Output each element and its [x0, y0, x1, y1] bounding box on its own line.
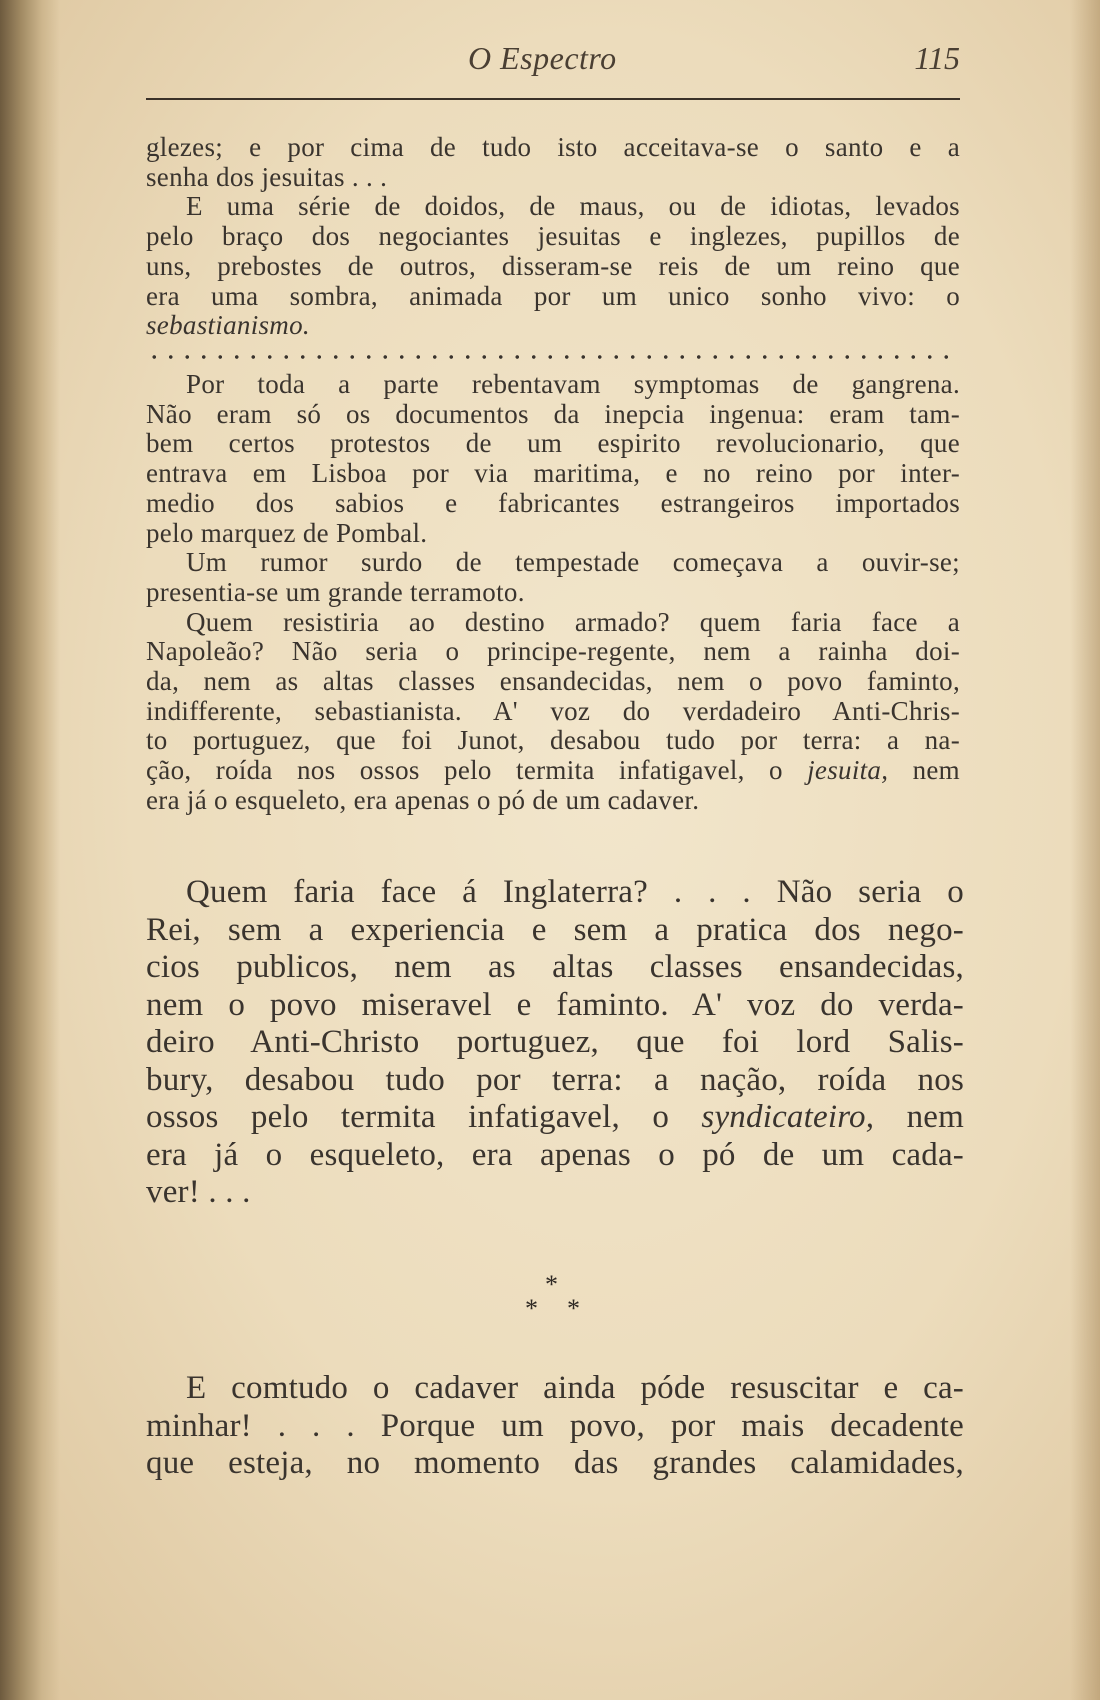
text-line: era já o esqueleto, era apenas o pó de um cadaver.: [146, 784, 700, 815]
text-line: Rei, sem a experiencia e sem a pratica dos nego-: [146, 911, 964, 948]
text-line: era já o esqueleto, era apenas o pó de um cada-: [146, 1136, 964, 1173]
text-line: minhar! . . . Porque um povo, por mais decadente: [146, 1407, 964, 1444]
text-fragment: nem: [906, 1099, 964, 1135]
paragraph-block-3: [146, 874, 964, 1212]
text-line: Um rumor surdo de tempestade começava a ouvir-se;: [186, 547, 960, 578]
text-line: medio dos sabios e fabricantes estrangeiros importados: [146, 487, 960, 518]
text-line: era uma sombra, animada por um unico sonho vivo: o: [146, 280, 960, 311]
text-line: cios publicos, nem as altas classes ensandecidas,: [146, 949, 964, 985]
asterisk: *: [525, 1294, 538, 1323]
asterisk: *: [545, 1270, 558, 1299]
text-fragment: ossos pelo termita infatigavel, o: [146, 1099, 670, 1135]
text-line: Por toda a parte rebentavam symptomas de gangrena.: [186, 369, 960, 399]
text-line: Quem faria face á Inglaterra? . . . Não seria o: [186, 874, 964, 910]
text-line: glezes; e por cima de tudo isto acceitava-se o santo e a: [146, 132, 960, 162]
text-line: Napoleão? Não seria o principe-regente, nem a rainha doi-: [146, 636, 960, 667]
text-line: pelo braço dos negociantes jesuitas e inglezes, pupillos de: [146, 221, 960, 252]
text-line: Não eram só os documentos da inepcia ingenua: eram tam-: [146, 398, 960, 429]
text-line: [146, 756, 960, 786]
text-line: ver! . . .: [146, 1174, 251, 1210]
text-line: entrava em Lisboa por via maritima, e no reino por inter-: [146, 458, 960, 489]
italic-term: jesuita,: [807, 755, 889, 786]
dotted-separator: [146, 354, 960, 360]
binding-gutter: [0, 0, 60, 1700]
running-header: [146, 40, 960, 84]
paragraph-block-2: [146, 370, 960, 816]
text-line: pelo marquez de Pombal.: [146, 517, 428, 548]
text-line: uns, prebostes de outros, disseram-se reis de um reino que: [146, 250, 960, 281]
text-line: presentia-se um grande terramoto.: [146, 576, 525, 607]
text-line: E uma série de doidos, de maus, ou de idiotas, levados: [186, 191, 960, 222]
text-line: da, nem as altas classes ensandecidas, nem o povo faminto,: [146, 666, 960, 697]
running-title: O Espectro: [468, 40, 617, 76]
text-line: que esteja, no momento das grandes calamidades,: [146, 1445, 964, 1481]
text-fragment: ção, roída nos ossos pelo termita infatigavel, o: [146, 755, 783, 786]
asterism-divider: [515, 1270, 595, 1330]
page-number: 115: [914, 40, 960, 76]
page-edge-shadow: [1070, 0, 1100, 1700]
asterisk: *: [567, 1294, 580, 1323]
text-line: Quem resistiria ao destino armado? quem faria face a: [186, 606, 960, 637]
text-fragment: nem: [912, 755, 960, 786]
paragraph-block-1: [146, 133, 960, 341]
header-rule: [146, 98, 960, 100]
text-line: [146, 1099, 964, 1137]
text-line: bem certos protestos de um espirito revolucionario, que: [146, 428, 960, 459]
text-line: nem o povo miseravel e faminto. A' voz do verda-: [146, 986, 964, 1023]
text-line: E comtudo o cadaver ainda póde resuscitar e ca-: [186, 1370, 964, 1406]
paragraph-block-4: [146, 1370, 964, 1483]
italic-term: syndicateiro,: [701, 1099, 875, 1135]
text-line: deiro Anti-Christo portuguez, que foi lord Salis-: [146, 1024, 964, 1060]
text-line: bury, desabou tudo por terra: a nação, roída nos: [146, 1061, 964, 1098]
text-line: senha dos jesuitas . . .: [146, 161, 388, 192]
text-line: to portuguez, que foi Junot, desabou tudo por terra: a na-: [146, 725, 960, 756]
text-line: sebastianismo.: [146, 310, 310, 341]
text-line: indifferente, sebastianista. A' voz do verdadeiro Anti-Chris-: [146, 695, 960, 726]
